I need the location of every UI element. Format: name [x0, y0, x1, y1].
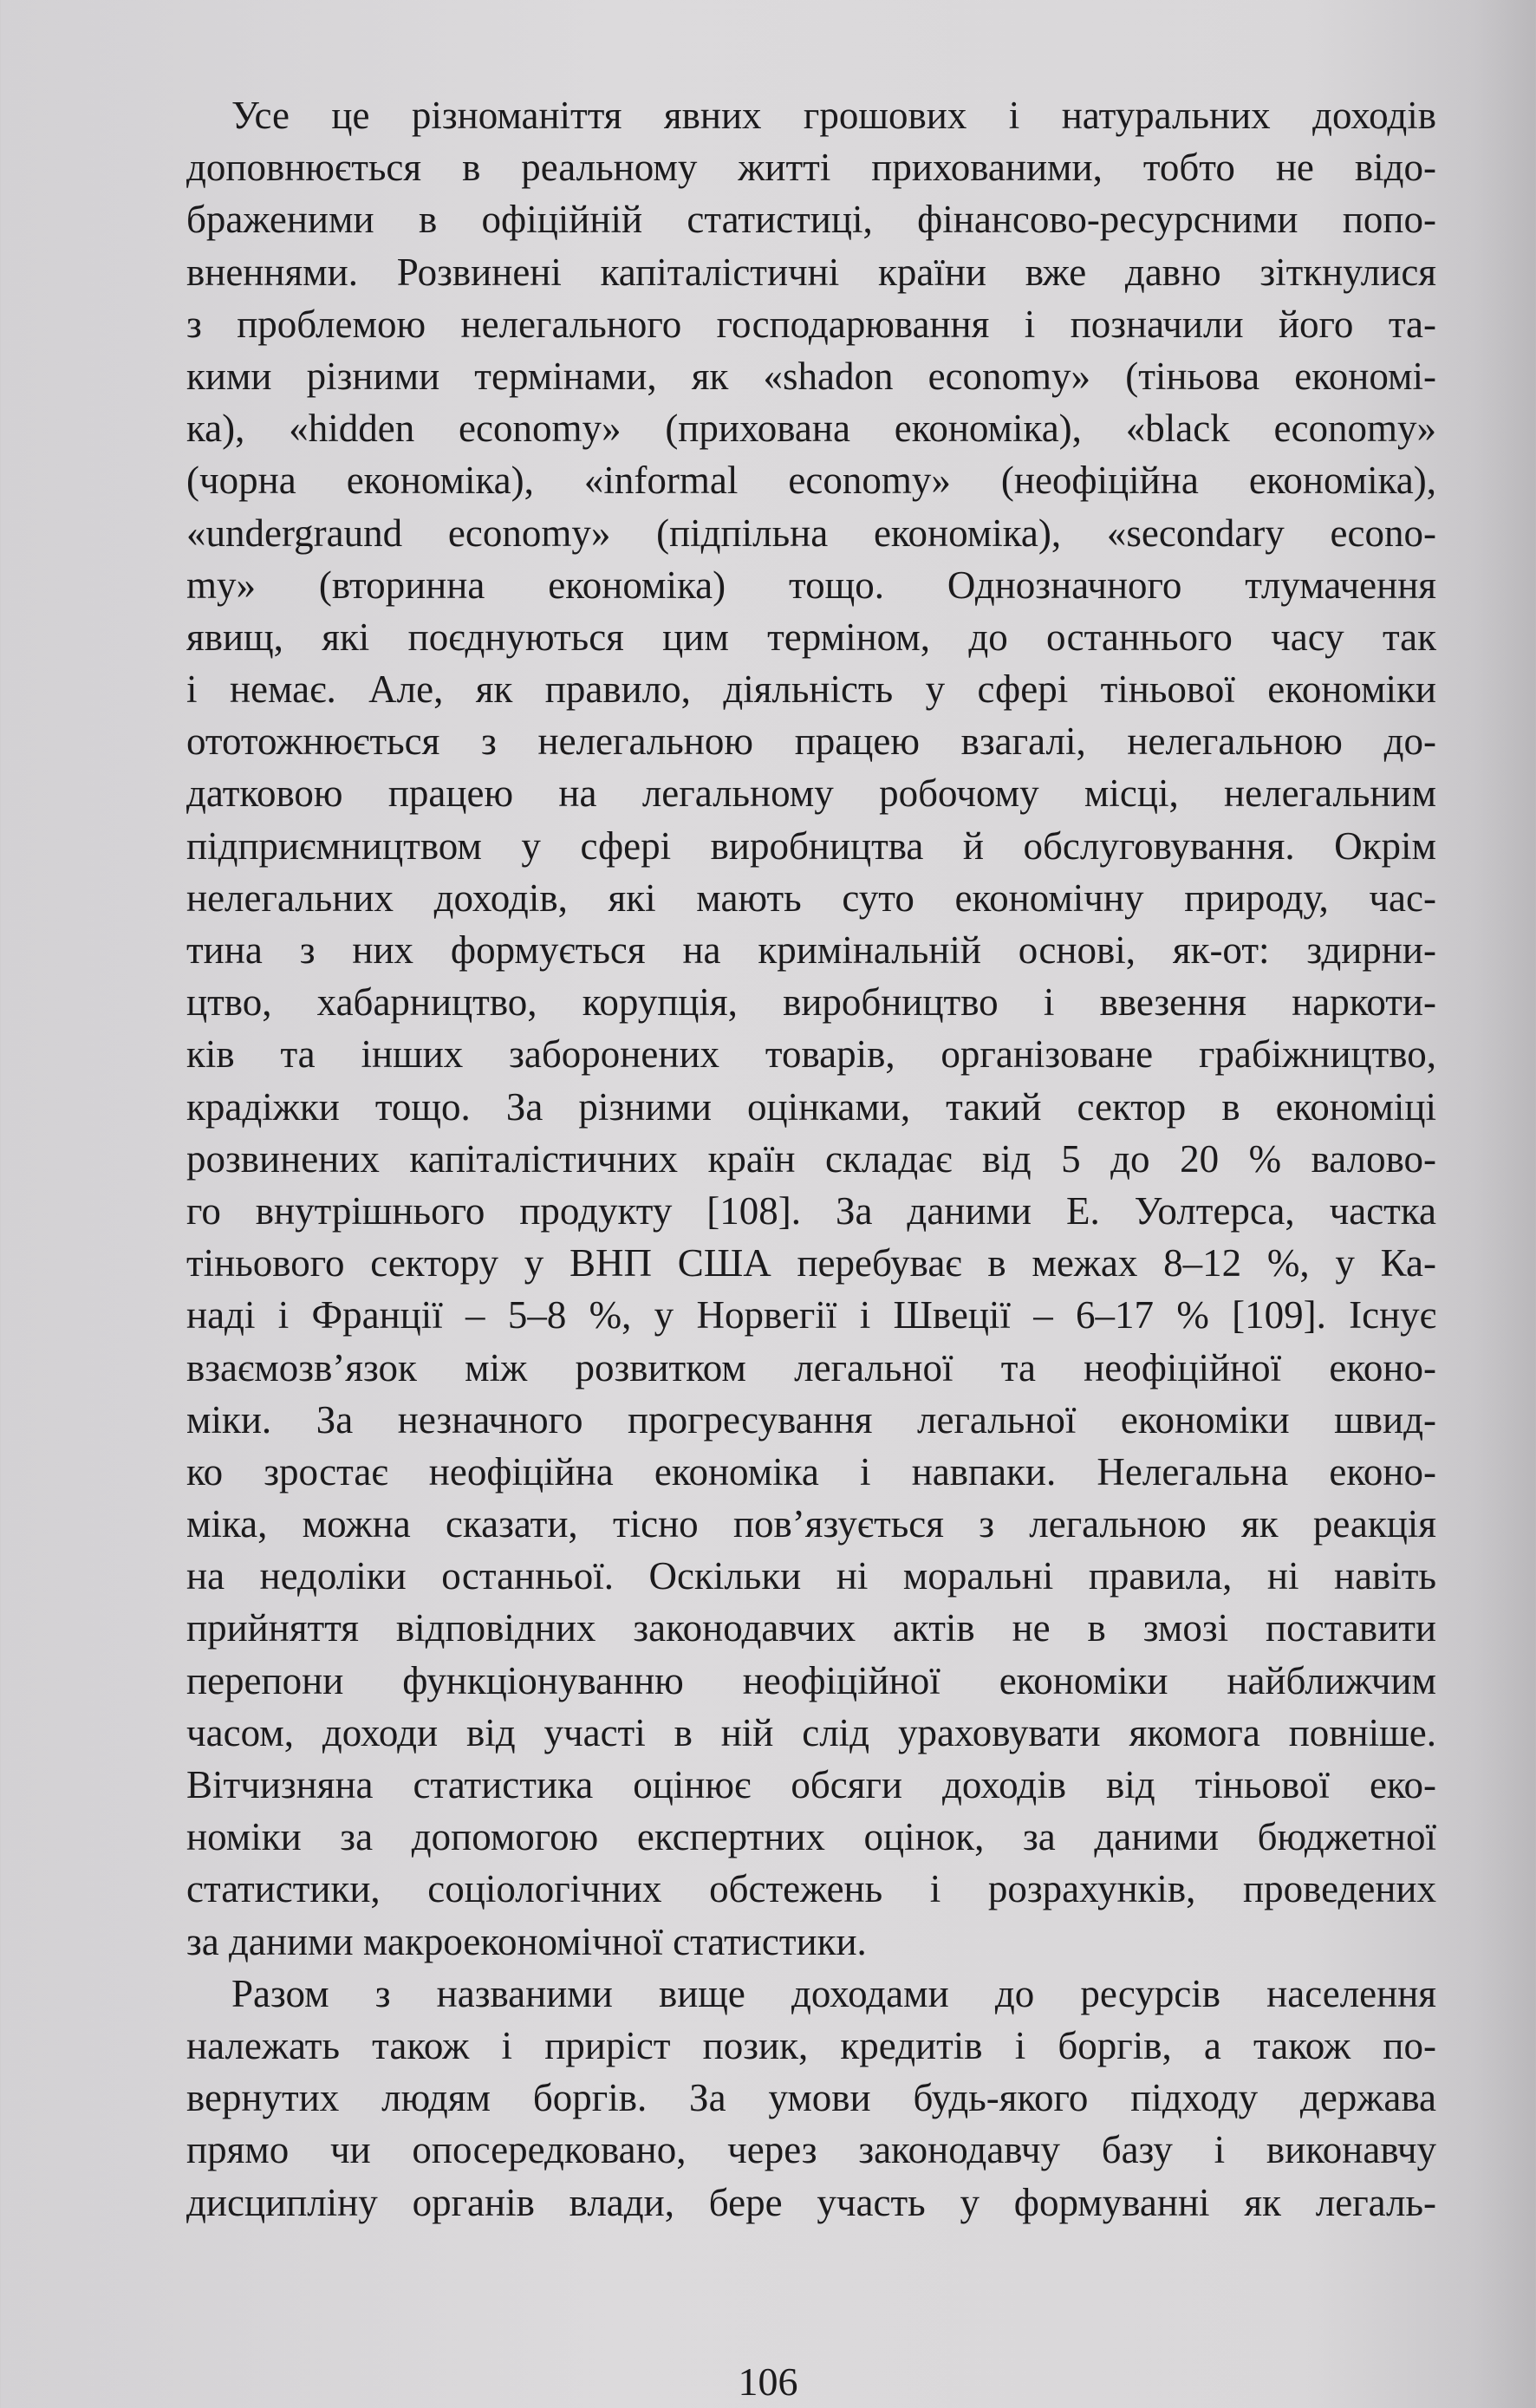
text-line: розвинених капіталістичних країн складає від 5 до 20 % валово- — [186, 1136, 1436, 1181]
text-line: часом, доходи від участі в ній слід ураховувати якомога повніше. — [186, 1710, 1436, 1754]
text-line: явищ, які поєднуються цим терміном, до останнього часу так — [186, 615, 1436, 659]
text-line: номіки за допомогою експертних оцінок, за даними бюджетної — [186, 1815, 1436, 1859]
text-line: міка, можна сказати, тісно пов’язується з легальною як реакція — [186, 1502, 1436, 1546]
text-line: кими різними термінами, як «shadon economy» (тіньова економі- — [186, 354, 1436, 398]
text-line: доповнюється в реальному житті прихованими, тобто не відо- — [186, 146, 1436, 190]
text-line: вненнями. Розвинені капіталістичні країни вже давно зіткнулися — [186, 250, 1436, 294]
text-line: статистики, соціологічних обстежень і розрахунків, проведених — [186, 1867, 1436, 1911]
text-line: і немає. Але, як правило, діяльність у сфері тіньової економіки — [186, 667, 1436, 712]
text-line: «undergraund economy» (підпільна економіка), «secondary econo- — [186, 511, 1436, 555]
text-line: міки. За незначного прогресування легальної економіки швид- — [186, 1397, 1436, 1442]
text-line: перепони функціонуванню неофіційної економіки найближчим — [186, 1658, 1436, 1702]
text-line: за даними макроекономічної статистики. — [186, 1919, 867, 1963]
text-line: Разом з названими вище доходами до ресурсів населення — [231, 1971, 1436, 2015]
text-line: my» (вторинна економіка) тощо. Однозначного тлумачення — [186, 563, 1436, 607]
text-line: го внутрішнього продукту [108]. За даними Е. Уолтерса, частка — [186, 1188, 1436, 1233]
text-line: ко зростає неофіційна економіка і навпаки. Нелегальна еконо- — [186, 1449, 1436, 1494]
text-line: Усе це різноманіття явних грошових і натуральних доходів — [231, 94, 1436, 137]
text-line: нелегальних доходів, які мають суто економічну природу, час- — [186, 875, 1436, 920]
text-line: вернутих людям боргів. За умови будь-якого підходу держава — [186, 2076, 1436, 2120]
text-line: датковою працею на легальному робочому місці, нелегальним — [186, 771, 1436, 816]
body-text — [186, 89, 1436, 2229]
text-line: ототожнюється з нелегальною працею взагалі, нелегальною до- — [186, 719, 1436, 764]
text-line: цтво, хабарництво, корупція, виробництво і ввезення наркоти- — [186, 980, 1436, 1025]
text-line: тина з них формується на кримінальній основі, як-от: здирни- — [186, 928, 1436, 972]
text-line: дисципліну органів влади, бере участь у формуванні як легаль- — [186, 2180, 1436, 2224]
text-line: (чорна економіка), «informal economy» (неофіційна економіка), — [186, 459, 1436, 503]
text-line: браженими в офіційній статистиці, фінансово-ресурсними попо- — [186, 198, 1436, 242]
text-line: Вітчизняна статистика оцінює обсяги доходів від тіньової еко- — [186, 1763, 1436, 1806]
text-line: належать також і приріст позик, кредитів і боргів, а також по- — [186, 2023, 1436, 2067]
text-line: ків та інших заборонених товарів, організоване грабіжництво, — [186, 1032, 1436, 1077]
text-line: взаємозв’язок між розвитком легальної та неофіційної еконо- — [186, 1345, 1436, 1389]
text-line: з проблемою нелегального господарювання і позначили його та- — [186, 302, 1436, 346]
text-line: ка), «hidden economy» (прихована економіка), «black economy» — [186, 407, 1436, 451]
paragraph — [186, 89, 1436, 1968]
text-line: на недоліки останньої. Оскільки ні моральні правила, ні навіть — [186, 1554, 1436, 1598]
text-line: наді і Франції – 5–8 %, у Норвегії і Швеції – 6–17 % [109]. Існує — [186, 1293, 1436, 1337]
text-line: підприємництвом у сфері виробництва й обслуговування. Окрім — [186, 823, 1436, 868]
page-number: 106 — [738, 2359, 798, 2404]
text-line: тіньового сектору у ВНП США перебуває в межах 8–12 %, у Ка- — [186, 1241, 1436, 1285]
text-line: крадіжки тощо. За різними оцінками, такий сектор в економіці — [186, 1084, 1436, 1129]
paragraph — [186, 1968, 1436, 2229]
text-line: прямо чи опосередковано, через законодавчу базу і виконавчу — [186, 2128, 1436, 2172]
text-line: прийняття відповідних законодавчих актів не в змозі поставити — [186, 1606, 1436, 1650]
